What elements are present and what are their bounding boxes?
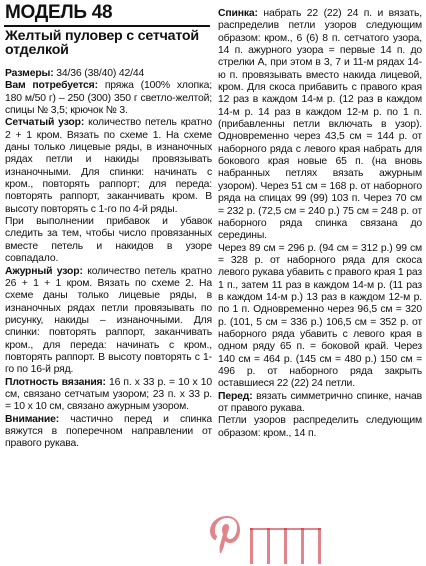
- paragraph-sizes: [5, 68, 212, 80]
- paragraph-front-continued: [218, 415, 422, 440]
- label-attention: Внимание:: [5, 413, 60, 425]
- pinterest-watermark-logo: [205, 510, 345, 566]
- paragraph-materials: [5, 80, 212, 117]
- right-column: [218, 8, 422, 440]
- text-sizes: 34/36 (38/40) 42/44: [53, 68, 145, 79]
- paragraph-back-continued: [218, 243, 422, 391]
- paragraph-mesh-pattern: [5, 117, 212, 216]
- model-title: МОДЕЛЬ 48: [5, 2, 113, 23]
- text-back: набрать 22 (22) 24 п. и вязать, распределив петли узоров следующим образом: кром., 6 (6) 8 п. сетчатого узора, 14 п. ажурного узора = первые 14 п. до стрелки A, при этом в 3, 7 и 11-м рядах 14-ю п. провязывать вместо накида лицевой, кром. Для скоса прибавить с правого края 12 раз в каждом 14-м р. (12 раз в каждом 14-м р. 14 раз в каждом 12-м р. по 1 п. (прибавленны петли включать в узор). Одновременно через 43,5 см = 144 р. от наборного ряда с левого края набрать для бокового края новые 65 п. (на вновь набранных петлях вязать ажурным узором). Через 51 см = 168 р. от наборного ряда на спицах 99 (99) 103 п. Через 70 см = 232 р. (72,5 см = 240 р.) 75 см = 248 р. от наборного ряда спинка связана до середины.: [218, 8, 422, 242]
- label-front: Перед:: [218, 390, 253, 402]
- text-front-continued: Петли узоров распределить следующим образом: кром., 14 п.: [218, 415, 422, 439]
- label-back: Спинка:: [218, 8, 258, 19]
- text-front: вязать симметрично спинке, начав от правого рукава.: [218, 390, 422, 414]
- text-back-continued: Через 89 см = 296 р. (94 см = 312 р.) 99 см = 328 р. от наборного ряда для скоса левого рукава убавить с правого края 1 раз 1 п., затем 11 раз в каждом 14-м р. (11 раз в каждом 14-м р.) 13 раз в каждом 12-м р. по 1 п. Одновременно через 96,5 см = 320 р. (101, 5 см = 336 р.) 106,5 см = 352 р. от наборного ряда убавить с левого края в одном ряду 65 п. = боковой край. Через 140 см = 464 р. (145 см = 480 р.) 150 см = 496 р. от наборного ряда закрыть оставшиеся 22 (22) 24 петли.: [218, 242, 422, 390]
- left-column: [5, 68, 212, 451]
- text-gauge: 16 п. х 33 р. = 10 х 10 см, связано сетчатым узором; 23 п. х 33 р. = 10 х 10 см, связано ажурным узором.: [5, 376, 213, 413]
- label-lace-pattern: Ажурный узор:: [5, 265, 83, 277]
- garment-title: Желтый пуловер с сетчатой отделкой: [5, 28, 199, 58]
- title-divider: [4, 25, 210, 27]
- text-attention: частично перед и спинка вяжутся в поперечном направлении от правого рукава.: [5, 413, 212, 450]
- label-mesh-pattern: Сетчатый узор:: [5, 117, 85, 129]
- label-materials: Вам потребуется:: [5, 80, 98, 92]
- paragraph-front: [218, 391, 422, 416]
- paragraph-attention: [5, 414, 212, 451]
- text-lace-pattern: количество петель кратно 26 + 1 + 1 кром. Вязать по схеме 2. На схеме даны только лицевые ряды, в изнаночных рядах петли провязывать по рисунку, накиды – изнаночными. Для спинки: повторять раппорт, заканчивать кром., для переда: начинать с кром., повторять раппорт. В высоту повторять с 1-го по 16-й ряд.: [5, 265, 212, 376]
- text-mesh-pattern: количество петель кратно 2 + 1 кром. Вязать по схеме 1. На схеме даны только лицевые ряды, в изнаночных рядах петли и накиды провязывать изнаночными. Для спинки: начинать с кром., повторять раппорт; для переда: повторять раппорт, заканчивать кром. В высоту повторять с 1-го по 4-й ряды.: [5, 117, 212, 215]
- label-sizes: Размеры:: [5, 68, 54, 79]
- paragraph-lace-pattern: [5, 266, 212, 377]
- paragraph-gauge: [5, 377, 212, 414]
- paragraph-back: [218, 8, 422, 243]
- label-gauge: Плотность вязания:: [5, 376, 106, 388]
- text-materials: пряжа (100% хлопка; 180 м/50 г) – 250 (300) 350 г светло-желтой; спицы № 3,5; крючок № 3.: [5, 80, 213, 117]
- text-increase-note: При выполнении прибавок и убавок следить за тем, чтобы число провязанных вместе петель и накидов в узоре совпадало.: [5, 216, 212, 265]
- paragraph-increase-note: [5, 216, 212, 265]
